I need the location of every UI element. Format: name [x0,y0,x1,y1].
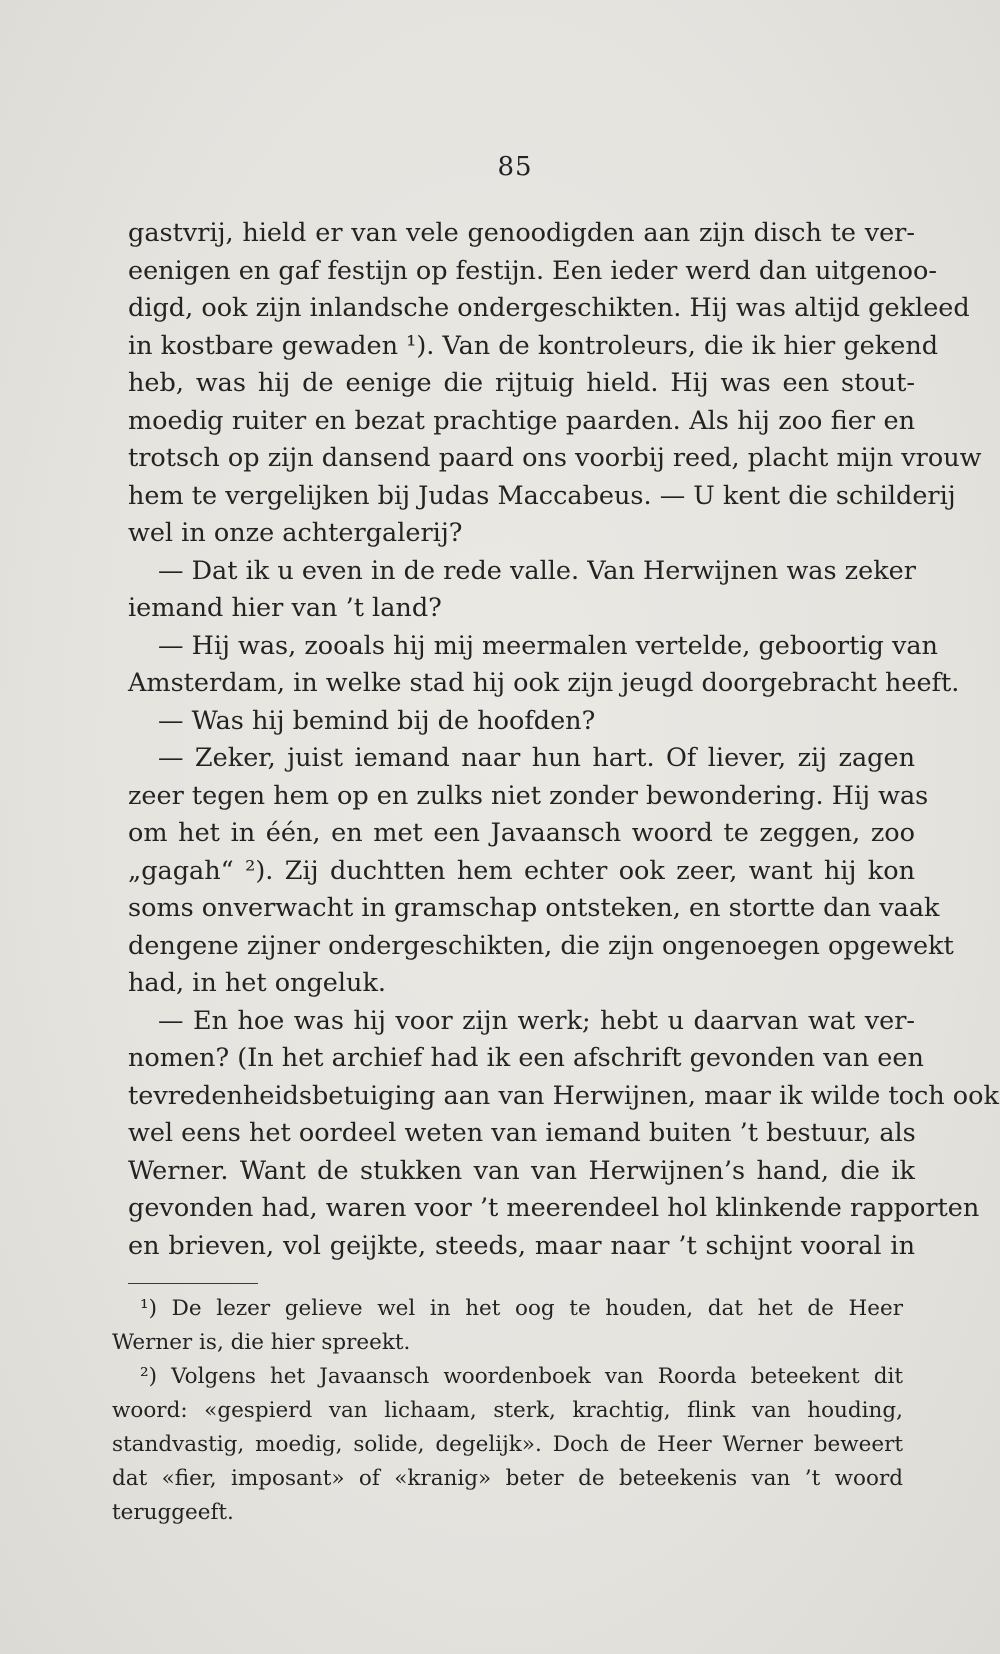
text-line: dengene zijner ondergeschikten, die zijn ongenoegen opgewekt [128,930,954,961]
text-line: gevonden had, waren voor ’t meerendeel hol klinkende rapporten [128,1193,980,1223]
text-line: wel eens het oordeel weten van iemand buiten ’t bestuur, als [128,1118,916,1148]
text-line: digd, ook zijn inlandsche ondergeschikten. Hij was altijd gekleed [128,293,970,323]
text-line: — Hij was, zooals hij mij meermalen vertelde, geboortig van [158,630,938,661]
text-line: nomen? (In het archief had ik een afschrift gevonden van een [128,1043,924,1073]
text-line: tevredenheidsbetuiging aan van Herwijnen, maar ik wilde toch ook [128,1080,999,1111]
footnote-line: standvastig, moedig, solide, degelijk». Doch de Heer Werner beweert [112,1432,903,1457]
text-line: had, in het ongeluk. [128,968,387,998]
text-line: en brieven, vol geijkte, steeds, maar naar ’t schijnt vooral in [128,1230,915,1261]
text-line: hem te vergelijken bij Judas Maccabeus. — U kent die schilderij [128,480,956,511]
footnote-line: Werner is, die hier spreekt. [112,1330,411,1355]
text-line: — En hoe was hij voor zijn werk; hebt u daarvan wat ver- [158,1005,915,1036]
footnote-line: teruggeeft. [112,1500,234,1525]
footnote-line: dat «fier, imposant» of «kranig» beter de beteekenis van ’t woord [112,1466,903,1491]
text-line: iemand hier van ’t land? [128,593,442,623]
text-line: — Zeker, juist iemand naar hun hart. Of liever, zij zagen [158,743,915,773]
text-line: — Was hij bemind bij de hoofden? [158,705,596,736]
footnote-separator [128,1283,258,1284]
text-line: gastvrij, hield er van vele genoodigden aan zijn disch te ver- [128,218,915,248]
text-line: om het in één, en met een Javaansch woord te zeggen, zoo [128,818,915,848]
footnote-line: woord: «gespierd van lichaam, sterk, krachtig, flink van houding, [112,1398,903,1423]
text-line: eenigen en gaf festijn op festijn. Een ieder werd dan uitgenoo- [128,255,937,286]
text-line: wel in onze achtergalerij? [128,518,463,548]
body-text [128,215,999,1265]
text-line: Werner. Want de stukken van van Herwijnen’s hand, die ik [128,1155,915,1186]
text-line: zeer tegen hem op en zulks niet zonder bewondering. Hij was [128,780,929,811]
text-line: moedig ruiter en bezat prachtige paarden. Als hij zoo fier en [128,405,915,436]
text-line: Amsterdam, in welke stad hij ook zijn jeugd doorgebracht heeft. [128,668,960,698]
page-number: 85 [497,152,533,182]
footnote-line: ¹) De lezer gelieve wel in het oog te houden, dat het de Heer [140,1296,903,1321]
text-line: heb, was hij de eenige die rijtuig hield. Hij was een stout- [128,368,915,398]
footnote-line: ²) Volgens het Javaansch woordenboek van Roorda beteekent dit [140,1364,903,1389]
text-line: trotsch op zijn dansend paard ons voorbij reed, placht mijn vrouw [128,443,982,473]
text-line: — Dat ik u even in de rede valle. Van Herwijnen was zeker [158,555,916,586]
text-line: soms onverwacht in gramschap ontsteken, en stortte dan vaak [128,893,940,923]
text-line: „gagah“ ²). Zij duchtten hem echter ook zeer, want hij kon [128,855,915,886]
text-line: in kostbare gewaden ¹). Van de kontroleurs, die ik hier gekend [128,330,939,361]
footnotes [112,1292,903,1530]
